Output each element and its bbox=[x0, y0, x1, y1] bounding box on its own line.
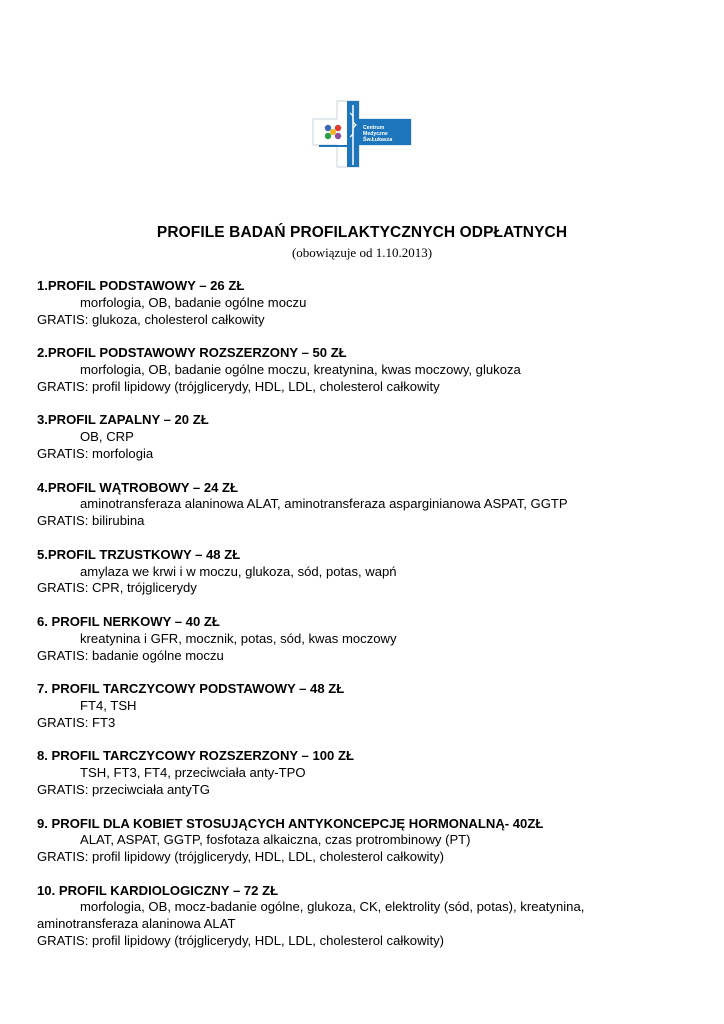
profile-title: 2.PROFIL PODSTAWOWY ROZSZERZONY – 50 ZŁ bbox=[37, 345, 347, 361]
profile-item bbox=[37, 412, 677, 462]
logo-text-line-1: Centrum bbox=[363, 125, 385, 131]
profile-gratis: GRATIS: glukoza, cholesterol całkowity bbox=[37, 311, 265, 327]
profile-title: 8. PROFIL TARCZYCOWY ROZSZERZONY – 100 ZŁ bbox=[37, 748, 354, 764]
page-title: PROFILE BADAŃ PROFILAKTYCZNYCH ODPŁATNYCH bbox=[156, 224, 568, 241]
profile-item bbox=[37, 816, 677, 866]
profile-tests: morfologia, OB, badanie ogólne moczu, kreatynina, kwas moczowy, glukoza bbox=[80, 361, 521, 377]
profile-tests: aminotransferaza alaninowa ALAT, aminotransferaza asparginianowa ASPAT, GGTP bbox=[80, 496, 568, 512]
profile-title: 7. PROFIL TARCZYCOWY PODSTAWOWY – 48 ZŁ bbox=[37, 681, 345, 697]
profile-tests: OB, CRP bbox=[80, 429, 134, 445]
profile-gratis: GRATIS: morfologia bbox=[37, 445, 154, 461]
profile-item bbox=[37, 278, 677, 328]
profile-gratis: GRATIS: przeciwciała antyTG bbox=[37, 781, 210, 797]
profile-item bbox=[37, 614, 677, 664]
profile-tests: kreatynina i GFR, mocznik, potas, sód, kwas moczowy bbox=[80, 630, 397, 646]
profile-gratis: GRATIS: FT3 bbox=[37, 714, 116, 730]
profile-gratis: GRATIS: profil lipidowy (trójglicerydy, HDL, LDL, cholesterol całkowity bbox=[37, 378, 440, 394]
profile-tests: amylaza we krwi i w moczu, glukoza, sód, potas, wapń bbox=[80, 563, 397, 579]
profile-title: 4.PROFIL WĄTROBOWY – 24 ZŁ bbox=[37, 479, 239, 495]
profile-title: 9. PROFIL DLA KOBIET STOSUJĄCYCH ANTYKONCEPCJĘ HORMONALNĄ- 40ZŁ bbox=[37, 815, 544, 831]
profile-item bbox=[37, 681, 677, 731]
logo-text-line-2: Medyczne bbox=[363, 131, 388, 137]
profile-gratis: GRATIS: bilirubina bbox=[37, 513, 145, 529]
profile-gratis: GRATIS: CPR, trójglicerydy bbox=[37, 580, 197, 596]
profile-gratis: GRATIS: badanie ogólne moczu bbox=[37, 647, 224, 663]
profile-title: 5.PROFIL TRZUSTKOWY – 48 ZŁ bbox=[37, 546, 241, 562]
profile-tests-continued: aminotransferaza alaninowa ALAT bbox=[37, 916, 236, 932]
profile-item bbox=[37, 883, 677, 950]
profile-gratis: GRATIS: profil lipidowy (trójglicerydy, HDL, LDL, cholesterol całkowity) bbox=[37, 849, 444, 865]
profile-title: 6. PROFIL NERKOWY – 40 ZŁ bbox=[37, 613, 220, 629]
profile-tests: morfologia, OB, mocz-badanie ogólne, glukoza, CK, elektrolity (sód, potas), kreatynina, bbox=[80, 899, 585, 915]
profile-item bbox=[37, 748, 677, 798]
profile-list bbox=[37, 278, 677, 967]
profile-item bbox=[37, 547, 677, 597]
profile-title: 3.PROFIL ZAPALNY – 20 ZŁ bbox=[37, 412, 209, 428]
profile-tests: FT4, TSH bbox=[80, 697, 137, 713]
profile-item bbox=[37, 345, 677, 395]
profile-tests: TSH, FT3, FT4, przeciwciała anty-TPO bbox=[80, 765, 306, 781]
profile-gratis: GRATIS: profil lipidowy (trójglicerydy, HDL, LDL, cholesterol całkowity) bbox=[37, 933, 444, 949]
profile-title: 10. PROFIL KARDIOLOGICZNY – 72 ZŁ bbox=[37, 882, 279, 898]
page-subtitle: (obowiązuje od 1.10.2013) bbox=[291, 245, 433, 260]
profile-item bbox=[37, 480, 677, 530]
profile-tests: morfologia, OB, badanie ogólne moczu bbox=[80, 294, 307, 310]
profile-tests: ALAT, ASPAT, GGTP, fosfotaza alkaiczna, czas protrombinowy (PT) bbox=[80, 832, 471, 848]
profile-title: 1.PROFIL PODSTAWOWY – 26 ZŁ bbox=[37, 278, 245, 293]
clinic-logo bbox=[311, 99, 413, 169]
logo-text-line-3: Św.Łukasza bbox=[363, 137, 393, 143]
